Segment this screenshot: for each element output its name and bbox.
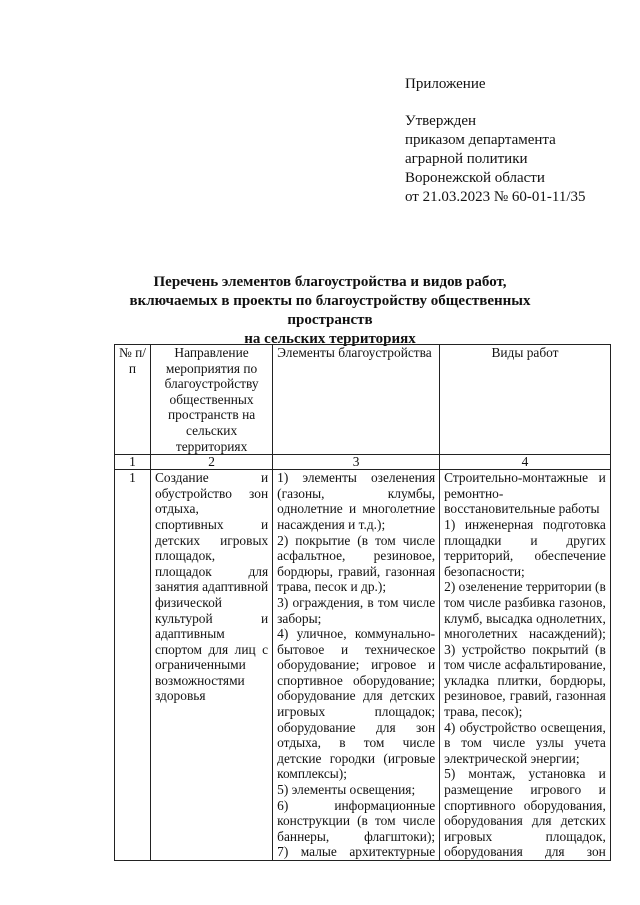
cell-line: конструкции (в том числе bbox=[277, 813, 436, 829]
cell-line: оборудование для детских bbox=[277, 688, 436, 704]
cell-line: здоровья bbox=[155, 688, 206, 704]
column-number: 2 bbox=[151, 455, 273, 470]
cell-line: возможностями bbox=[155, 672, 245, 688]
elements-table bbox=[114, 344, 611, 861]
cell-line: (газоны, клумбы, bbox=[277, 485, 436, 501]
cell-line: адаптивным bbox=[155, 626, 225, 642]
cell-line: 4) уличное, коммунально- bbox=[277, 626, 436, 642]
cell-line: клумб, высадка однолетних, bbox=[444, 610, 606, 626]
direction-cell bbox=[151, 470, 273, 861]
cell-line: оборудование; игровое и bbox=[277, 657, 436, 673]
approval-line: аграрной политики bbox=[405, 151, 528, 167]
cell-line: детских игровых bbox=[155, 532, 269, 548]
cell-line: детские городки (игровые bbox=[277, 750, 436, 766]
cell-line: площадок, bbox=[155, 548, 216, 564]
cell-line: физической bbox=[155, 594, 222, 610]
cell-line: резиновое, гравий, газонная bbox=[444, 688, 606, 704]
header-number: № п/п bbox=[115, 345, 151, 455]
cell-line: 4) обустройство освещения, bbox=[444, 719, 606, 735]
table-header-row bbox=[115, 345, 611, 455]
cell-line: трава, песок и др.); bbox=[277, 579, 387, 595]
cell-line: размещение игрового и bbox=[444, 782, 606, 798]
cell-line: бытовое и техническое bbox=[277, 641, 436, 657]
cell-line: спортивного оборудования, bbox=[444, 797, 606, 813]
cell-line: 7) малые архитектурные bbox=[277, 844, 436, 860]
cell-line: игровых площадок, bbox=[444, 828, 606, 844]
cell-line: оборудования для зон bbox=[444, 844, 606, 860]
cell-line: укладка плитки, бордюры, bbox=[444, 672, 606, 688]
approval-line: от 21.03.2023 № 60-01-11/35 bbox=[405, 189, 586, 205]
cell-line: 2) покрытие (в том числе bbox=[277, 532, 436, 548]
cell-line: 5) элементы освещения; bbox=[277, 782, 416, 798]
column-number: 3 bbox=[273, 455, 440, 470]
cell-line: многолетних насаждений); bbox=[444, 626, 606, 642]
cell-line: том числе асфальтирование, bbox=[444, 657, 606, 673]
cell-line: асфальтное, резиновое, bbox=[277, 548, 436, 564]
cell-line: территорий, обеспечение bbox=[444, 548, 606, 564]
cell-line: Строительно-монтажные и bbox=[444, 470, 606, 486]
cell-line: восстановительные работы bbox=[444, 501, 600, 517]
cell-line: культурой и bbox=[155, 610, 269, 626]
cell-line: в том числе узлы учета bbox=[444, 735, 606, 751]
cell-line: комплексы); bbox=[277, 766, 347, 782]
cell-line: 2) озеленение территории (в bbox=[444, 579, 606, 595]
cell-line: обустройство зон bbox=[155, 485, 269, 501]
cell-line: заборы; bbox=[277, 610, 322, 626]
appendix-label: Приложение bbox=[405, 76, 486, 92]
approval-line: Утвержден bbox=[405, 113, 477, 129]
cell-line: 5) монтаж, установка и bbox=[444, 766, 606, 782]
cell-line: спортивных и bbox=[155, 516, 269, 532]
cell-line: 1) инженерная подготовка bbox=[444, 516, 606, 532]
title-line: Перечень элементов благоустройства и видов работ, bbox=[153, 274, 507, 290]
cell-line: ремонтно- bbox=[444, 485, 504, 501]
cell-line: спортом для лиц с bbox=[155, 641, 269, 657]
cell-line: отдыха, bbox=[155, 501, 199, 517]
cell-line: оборудование для зон bbox=[277, 719, 436, 735]
cell-line: 3) устройство покрытий (в bbox=[444, 641, 606, 657]
title-line: на сельских территориях bbox=[244, 331, 416, 347]
cell-line: баннеры, флагштоки); bbox=[277, 828, 436, 844]
cell-line: площадки и других bbox=[444, 532, 606, 548]
cell-line: бордюры, гравий, газонная bbox=[277, 563, 436, 579]
approval-line: приказом департамента bbox=[405, 132, 556, 148]
cell-line: Создание и bbox=[155, 470, 269, 486]
header-direction: Направление мероприятия по благоустройству общественных пространств на сельских территориях bbox=[151, 345, 273, 455]
cell-line: ограниченными bbox=[155, 657, 246, 673]
cell-line: том числе разбивка газонов, bbox=[444, 594, 606, 610]
title-line: включаемых в проекты по благоустройству общественных пространств bbox=[129, 293, 531, 328]
header-elements: Элементы благоустройства bbox=[273, 345, 440, 455]
cell-line: отдыха, в том числе bbox=[277, 735, 436, 751]
cell-line: игровых площадок; bbox=[277, 704, 436, 720]
cell-line: электрической энергии; bbox=[444, 750, 580, 766]
cell-line: 1) элементы озеленения bbox=[277, 470, 436, 486]
header-works: Виды работ bbox=[440, 345, 611, 455]
table-row bbox=[115, 470, 611, 861]
works-cell bbox=[440, 470, 611, 861]
column-number: 1 bbox=[115, 455, 151, 470]
cell-line: 3) ограждения, в том числе bbox=[277, 594, 436, 610]
cell-line: площадок для bbox=[155, 563, 269, 579]
cell-line: оборудования для детских bbox=[444, 813, 606, 829]
cell-line: насаждения и т.д.); bbox=[277, 516, 386, 532]
cell-line: занятия адаптивной bbox=[155, 579, 269, 595]
approval-block bbox=[405, 112, 586, 207]
document-title bbox=[100, 273, 560, 349]
cell-line: трава, песок); bbox=[444, 704, 523, 720]
column-number: 4 bbox=[440, 455, 611, 470]
row-number: 1 bbox=[115, 470, 151, 861]
approval-line: Воронежской области bbox=[405, 170, 545, 186]
cell-line: безопасности; bbox=[444, 563, 525, 579]
cell-line: однолетние и многолетние bbox=[277, 501, 436, 517]
elements-cell bbox=[273, 470, 440, 861]
cell-line: 6) информационные bbox=[277, 797, 436, 813]
cell-line: спортивное оборудование; bbox=[277, 672, 436, 688]
column-numbers-row bbox=[115, 455, 611, 470]
